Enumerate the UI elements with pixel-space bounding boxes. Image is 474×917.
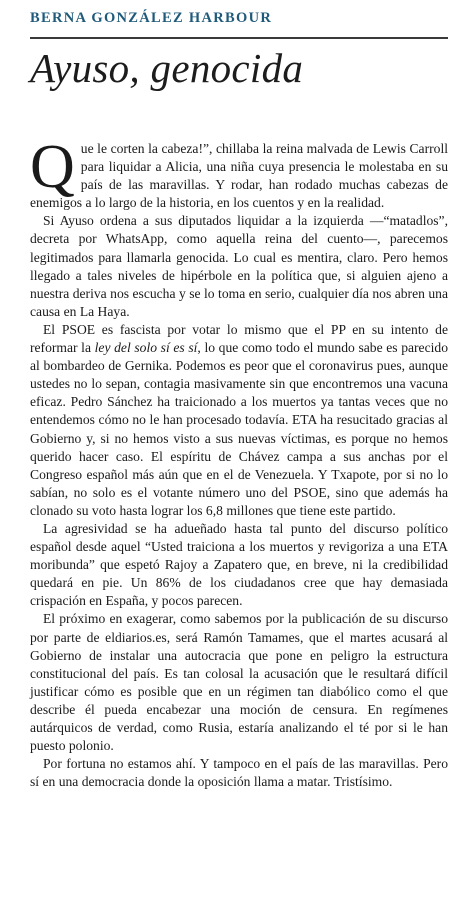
paragraph-4: La agresividad se ha adueñado hasta tal punto del discurso político español desde aquel “Usted traiciona a los muertos y revigoriza a una ETA moribunda” que espetó Rajoy a Zapatero que, en breve, ni la credibilidad quedará en pie. Un 86% de los ciudadanos cree que hay demasiada crispación en España, y pocos parecen. [30,520,448,609]
header-divider [30,37,448,39]
paragraph-3 [30,321,448,520]
drop-cap: Q [30,133,75,201]
paragraph-2: Si Ayuso ordena a sus diputados liquidar a la izquierda —“matadlos”, decreta por WhatsApp, como aquella reina del cuento—, parecemos legitimados para llamarla genocida. Lo cual es mentira, claro. Pero hemos llegado a tales niveles de hipérbole en la política que, si alguien ajeno a nuestra deriva nos escucha y se lo toma en serio, cualquier día nos abren una causa en La Haya. [30,213,448,319]
paragraph-6: Por fortuna no estamos ahí. Y tampoco en el país de las maravillas. Pero sí en una democracia donde la oposición llama a matar. Tristísimo. [30,756,448,790]
paragraph-3-text-a: El PSOE es fascista por votar lo mismo que el PP en su intento de reformar la [30,321,448,356]
paragraph-3-text-b: , lo que como todo el mundo sabe es parecido al bombardeo de Gernika. Podemos es peor que el coronavirus pues, aunque ustedes no lo sepan, contagia masivamente sin que encontremos una vacuna eficaz. Pedro Sánchez ha traicionado a los muertos ya tantas veces que no entendemos cómo no le han procesado todavía. ETA ha resucitado gracias al Gobierno y, si no hemos visto a sus nuevas víctimas, es porque no hemos querido hacer caso. El espíritu de Chávez campa a sus anchas por el Congreso español más aún que en el de Venezuela. Y Txapote, por si no lo sabían, no solo es el votante número uno del PSOE, sino que además ha clonado su voto hasta lograr los 6,8 millones que tiene este partido. [30,340,448,518]
article-body [30,133,448,791]
paragraph-1 [30,133,448,212]
article-headline: Ayuso, genocida [30,45,304,91]
author-byline: BERNA GONZÁLEZ HARBOUR [30,10,273,26]
law-name-italic: ley del solo sí es sí [94,340,198,356]
paragraph-1-text: ue le corten la cabeza!”, chillaba la reina malvada de Lewis Carroll para liquidar a Alicia, una niña cuya presencia le molestaba en su país de las maravillas. Y rodar, han rodado muchas cabezas de enemigos a lo largo de la historia, en los cuentos y en la realidad. [30,141,448,211]
paragraph-5: El próximo en exagerar, como sabemos por la publicación de su discurso por parte de eldiarios.es, será Ramón Tamames, que el martes acusará al Gobierno de instalar una autocracia que pone en peligro la estructura constitucional del país. Es tan colosal la acusación que le resultará difícil justificar cómo es posible que en un régimen tan diabólico como el que describe él pueda encabezar una moción de censura. En regímenes autárquicos de verdad, como Rusia, estaría analizando el té por si le han puesto polonio. [30,611,448,754]
